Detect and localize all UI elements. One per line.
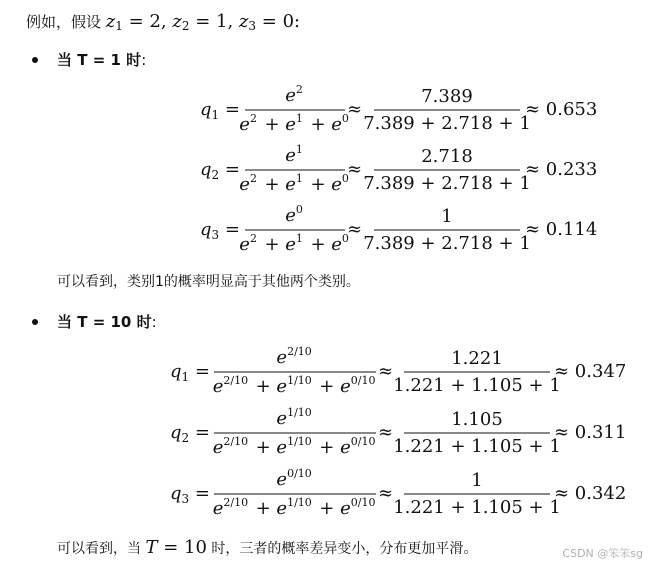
case-2-eq-1-approx-sign: ≈ [378, 361, 394, 382]
case-2-eq-3-exp-denominator: $e^{2/10}$ + $e^{1/10}$ + $e^{0/10}$ [212, 496, 376, 519]
case-2-eq-1-approx-numerator: 1.221 [451, 348, 503, 369]
case-1-eq-3-lhs: $q_3$ = [200, 219, 240, 242]
case-2-eq-1-lhs: $q_1$ = [170, 361, 210, 384]
case-2-conclusion-prefix: 可以看到，当 [57, 541, 141, 557]
case-1-eq-3-approx-numerator: 1 [441, 206, 453, 227]
case-2-conclusion-value: = 10 [163, 537, 207, 558]
case-2-eq-2-approx-numerator: 1.105 [451, 409, 503, 430]
case-1-eq-2-approx-denominator: 7.389 + 2.718 + 1 [363, 173, 531, 194]
case-1-eq-2-lhs: $q_2$ = [200, 159, 240, 182]
case-1-eq-1-lhs: $q_1$ = [200, 99, 240, 122]
case-1-eq-1-exp-denominator: $e^2$ + $e^1$ + $e^0$ [239, 112, 349, 135]
case-1-eq-2-exp-denominator: $e^2$ + $e^1$ + $e^0$ [239, 172, 349, 195]
case-2-heading-text: T = 10 [77, 313, 132, 331]
case-1-heading-suffix: 时 [126, 51, 142, 69]
case-2-conclusion-suffix: 时，三者的概率差异变小，分布更加平滑。 [211, 541, 478, 557]
case-2-heading: 当 T = 10 时: [57, 313, 157, 331]
case-2-eq-2-exp-numerator: $e^{1/10}$ [276, 406, 312, 429]
case-1-eq-3-approx-denominator: 7.389 + 2.718 + 1 [363, 233, 531, 254]
case-2-eq-3-approx-sign: ≈ [378, 483, 394, 504]
case-1-eq-1-approx-denominator: 7.389 + 2.718 + 1 [363, 113, 531, 134]
case-2-conclusion-var: T [145, 537, 158, 558]
case-1-eq-2-approx-sign: ≈ [347, 159, 363, 180]
case-1-eq-3-approx-sign: ≈ [347, 219, 363, 240]
case-2-eq-1-result: ≈ 0.347 [554, 361, 627, 382]
case-2-eq-2-exp-denominator: $e^{2/10}$ + $e^{1/10}$ + $e^{0/10}$ [212, 435, 376, 458]
case-2-eq-1-exp-denominator: $e^{2/10}$ + $e^{1/10}$ + $e^{0/10}$ [212, 374, 376, 397]
case-2-eq-2-lhs: $q_2$ = [170, 422, 210, 445]
case-1-eq-3-result: ≈ 0.114 [525, 219, 598, 240]
case-1-conclusion: 可以看到，类别1的概率明显高于其他两个类别。 [57, 274, 360, 290]
case-2-heading-prefix: 当 [57, 313, 73, 331]
case-2-heading-suffix: 时 [136, 313, 152, 331]
case-1-eq-3-exp-denominator: $e^2$ + $e^1$ + $e^0$ [239, 232, 349, 255]
z3-value: 0 [282, 11, 295, 32]
case-2-eq-3-result: ≈ 0.342 [554, 483, 627, 504]
case-2-eq-2-result: ≈ 0.311 [554, 422, 627, 443]
intro-prefix: 例如，假设 [26, 13, 102, 31]
case-1-eq-1-approx-numerator: 7.389 [421, 86, 473, 107]
case-1-eq-1-result: ≈ 0.653 [525, 99, 598, 120]
case-2-eq-2-approx-sign: ≈ [378, 422, 394, 443]
z2-value: 1 [216, 11, 228, 32]
intro-assumption-math: $z_1 = 2$, $z_2 = 1$, $z_3 = 0$: [105, 11, 301, 33]
case-1-eq-1-exp-numerator: $e^2$ [285, 83, 303, 106]
case-1-heading-prefix: 当 [57, 51, 73, 69]
case-1-eq-1-approx-sign: ≈ [347, 99, 363, 120]
case-1-heading: 当 T = 1 时: [57, 51, 147, 69]
case-1-eq-2-result: ≈ 0.233 [525, 159, 598, 180]
case-2-eq-1-exp-numerator: $e^{2/10}$ [276, 345, 312, 368]
case-2-eq-1-approx-denominator: 1.221 + 1.105 + 1 [393, 375, 561, 396]
case-1-eq-2-exp-numerator: $e^1$ [285, 143, 303, 166]
case-1-eq-2-approx-numerator: 2.718 [421, 146, 473, 167]
case-2-eq-3-approx-denominator: 1.221 + 1.105 + 1 [393, 497, 561, 518]
case-2-eq-3-exp-numerator: $e^{0/10}$ [276, 467, 312, 490]
case-2-eq-3-approx-numerator: 1 [471, 470, 483, 491]
case-2-eq-2-approx-denominator: 1.221 + 1.105 + 1 [393, 436, 561, 457]
case-1-heading-text: T = 1 [77, 51, 121, 69]
case-2-eq-3-lhs: $q_3$ = [170, 483, 210, 506]
z1-value: 2 [149, 11, 161, 32]
case-1-eq-3-exp-numerator: $e^0$ [285, 203, 303, 226]
csdn-watermark: CSDN @笨笨sg [562, 547, 643, 560]
